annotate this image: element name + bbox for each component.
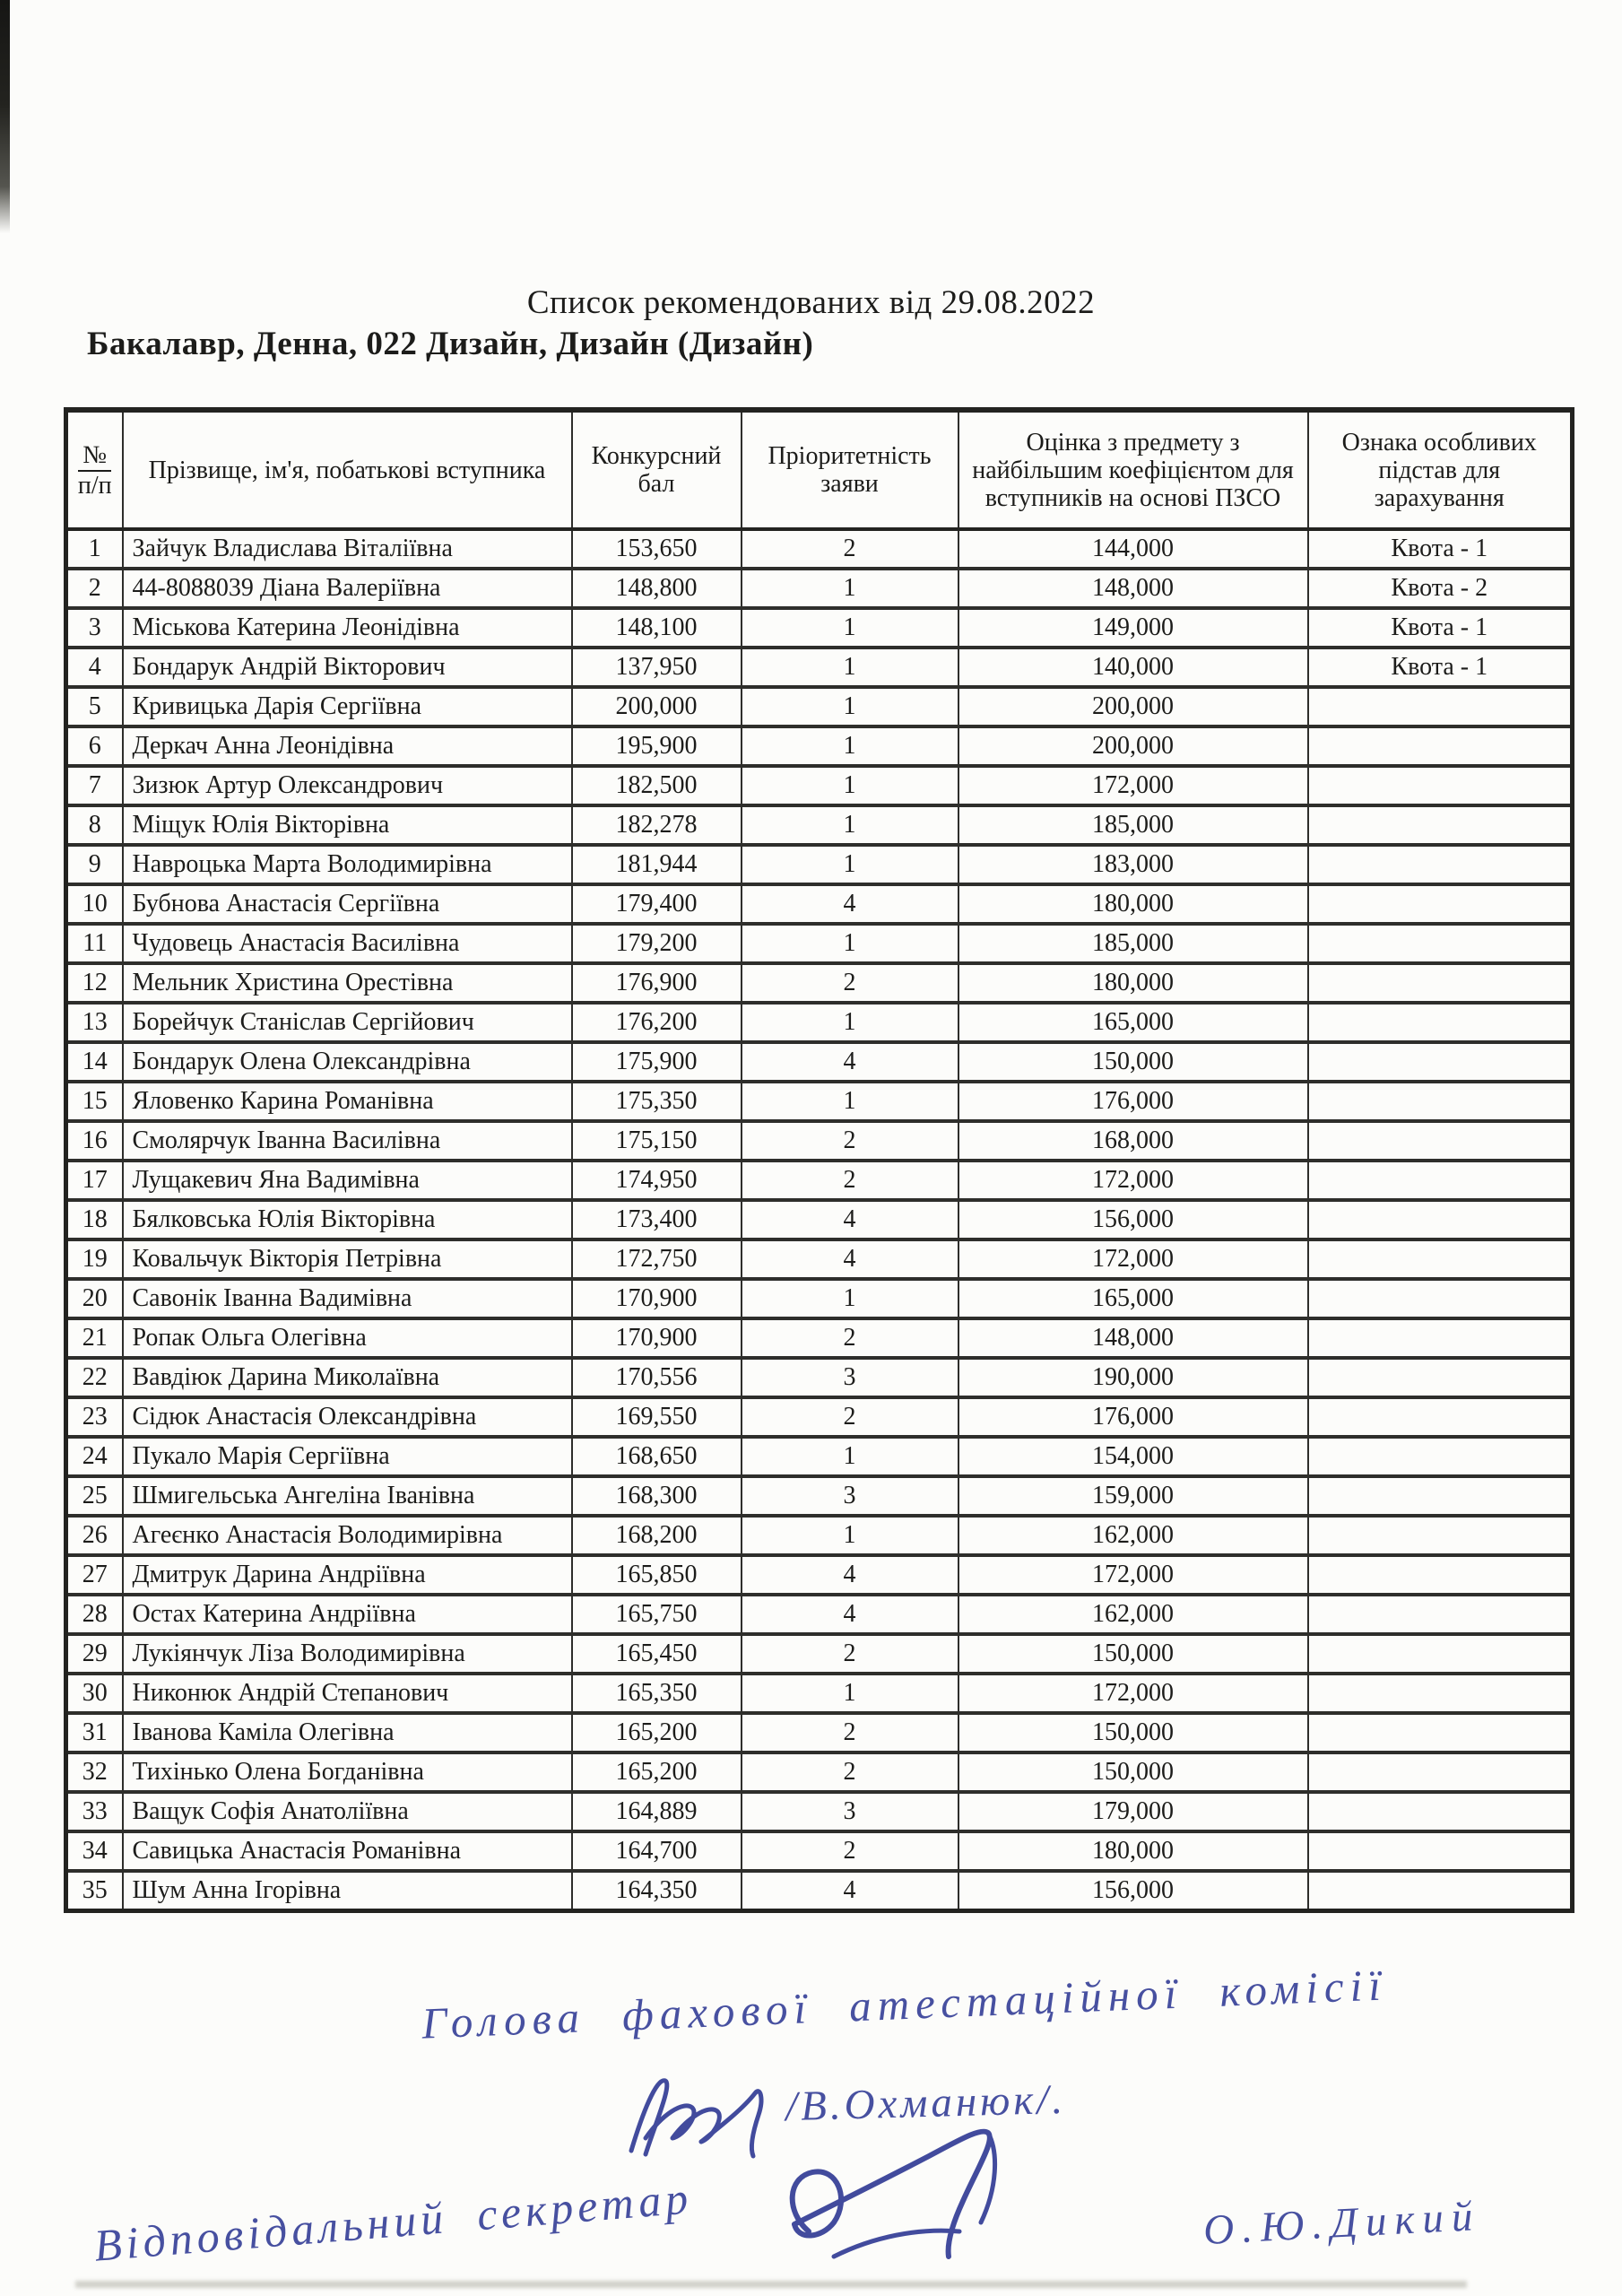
document-title: Список рекомендованих від 29.08.2022 (526, 284, 1096, 321)
entrant-name: Ропак Ольга Олегівна (123, 1318, 572, 1358)
row-number: 18 (66, 1200, 123, 1239)
column-header-competitive-score: Конкурсний бал (572, 410, 742, 529)
entrant-name: Бубнова Анастасія Сергіївна (123, 884, 572, 924)
special-quota (1308, 766, 1573, 805)
subject-grade: 185,000 (958, 805, 1308, 845)
scan-artifact-bottom-edge (75, 2281, 1467, 2288)
special-quota: Квота - 1 (1308, 529, 1573, 569)
subject-grade: 150,000 (958, 1042, 1308, 1082)
application-priority: 2 (742, 1713, 958, 1752)
table-row (66, 1476, 1573, 1516)
special-quota (1308, 1121, 1573, 1161)
entrant-name: Зайчук Владислава Віталіївна (123, 529, 572, 569)
subject-grade: 172,000 (958, 1555, 1308, 1595)
application-priority: 2 (742, 1121, 958, 1161)
competitive-score: 181,944 (572, 845, 742, 884)
table-row (66, 1358, 1573, 1397)
table-row (66, 1318, 1573, 1358)
subject-grade: 180,000 (958, 1831, 1308, 1871)
special-quota (1308, 1831, 1573, 1871)
column-header-special-quota: Ознака особливих підстав для зарахування (1308, 410, 1573, 529)
table-row (66, 1595, 1573, 1634)
subject-grade: 165,000 (958, 1003, 1308, 1042)
subject-grade: 154,000 (958, 1437, 1308, 1476)
subject-grade: 144,000 (958, 529, 1308, 569)
table-row (66, 1003, 1573, 1042)
entrant-name: Шмигельська Ангеліна Іванівна (123, 1476, 572, 1516)
row-number: 23 (66, 1397, 123, 1437)
competitive-score: 170,900 (572, 1279, 742, 1318)
row-number: 21 (66, 1318, 123, 1358)
row-number: 25 (66, 1476, 123, 1516)
subject-grade: 148,000 (958, 569, 1308, 608)
application-priority: 4 (742, 1595, 958, 1634)
row-number: 16 (66, 1121, 123, 1161)
subject-grade: 150,000 (958, 1713, 1308, 1752)
table-row (66, 963, 1573, 1003)
entrant-name: Бялковська Юлія Вікторівна (123, 1200, 572, 1239)
committee-role-handwriting: Голова фахової атестаційної комісії (421, 1960, 1388, 2048)
application-priority: 1 (742, 726, 958, 766)
entrant-name: Міськова Катерина Леонідівна (123, 608, 572, 648)
application-priority: 1 (742, 1082, 958, 1121)
entrant-name: Іванова Каміла Олегівна (123, 1713, 572, 1752)
entrant-name: Яловенко Карина Романівна (123, 1082, 572, 1121)
competitive-score: 168,650 (572, 1437, 742, 1476)
competitive-score: 176,900 (572, 963, 742, 1003)
table-row (66, 1082, 1573, 1121)
application-priority: 4 (742, 884, 958, 924)
row-number: 1 (66, 529, 123, 569)
row-number: 30 (66, 1674, 123, 1713)
competitive-score: 175,150 (572, 1121, 742, 1161)
competitive-score: 148,100 (572, 608, 742, 648)
entrant-name: Сідюк Анастасія Олександрівна (123, 1397, 572, 1437)
special-quota (1308, 963, 1573, 1003)
competitive-score: 173,400 (572, 1200, 742, 1239)
entrant-name: Ковальчук Вікторія Петрівна (123, 1239, 572, 1279)
special-quota (1308, 924, 1573, 963)
table-row (66, 884, 1573, 924)
special-quota (1308, 845, 1573, 884)
application-priority: 3 (742, 1358, 958, 1397)
subject-grade: 179,000 (958, 1792, 1308, 1831)
row-number: 5 (66, 687, 123, 726)
subject-grade: 150,000 (958, 1634, 1308, 1674)
special-quota (1308, 884, 1573, 924)
table-row (66, 569, 1573, 608)
row-number: 19 (66, 1239, 123, 1279)
special-quota (1308, 726, 1573, 766)
special-quota (1308, 1634, 1573, 1674)
row-number: 28 (66, 1595, 123, 1634)
table-row (66, 1674, 1573, 1713)
competitive-score: 164,700 (572, 1831, 742, 1871)
table-row (66, 1161, 1573, 1200)
entrant-name: Тихінько Олена Богданівна (123, 1752, 572, 1792)
subject-grade: 180,000 (958, 963, 1308, 1003)
special-quota (1308, 1516, 1573, 1555)
entrant-name: Чудовець Анастасія Василівна (123, 924, 572, 963)
special-quota (1308, 1003, 1573, 1042)
row-number: 12 (66, 963, 123, 1003)
row-number: 6 (66, 726, 123, 766)
competitive-score: 165,750 (572, 1595, 742, 1634)
competitive-score: 168,300 (572, 1476, 742, 1516)
application-priority: 2 (742, 1397, 958, 1437)
competitive-score: 165,200 (572, 1713, 742, 1752)
row-number: 33 (66, 1792, 123, 1831)
competitive-score: 176,200 (572, 1003, 742, 1042)
table-row (66, 845, 1573, 884)
table-row (66, 1121, 1573, 1161)
table-row (66, 1516, 1573, 1555)
subject-grade: 185,000 (958, 924, 1308, 963)
competitive-score: 195,900 (572, 726, 742, 766)
special-quota (1308, 1595, 1573, 1634)
application-priority: 4 (742, 1042, 958, 1082)
special-quota (1308, 687, 1573, 726)
row-number: 7 (66, 766, 123, 805)
special-quota (1308, 1042, 1573, 1082)
entrant-name: Вавдіюк Дарина Миколаївна (123, 1358, 572, 1397)
entrant-name: Остах Катерина Андріївна (123, 1595, 572, 1634)
row-number: 10 (66, 884, 123, 924)
table-row (66, 805, 1573, 845)
committee-name-handwriting: /В.Охманюк/. (785, 2075, 1067, 2131)
row-number: 22 (66, 1358, 123, 1397)
entrant-name: Навроцька Марта Володимирівна (123, 845, 572, 884)
row-number: 4 (66, 648, 123, 687)
table-row (66, 1397, 1573, 1437)
table-row (66, 1239, 1573, 1279)
special-quota (1308, 805, 1573, 845)
application-priority: 4 (742, 1239, 958, 1279)
row-number: 26 (66, 1516, 123, 1555)
competitive-score: 153,650 (572, 529, 742, 569)
special-quota (1308, 1555, 1573, 1595)
table-row (66, 766, 1573, 805)
application-priority: 1 (742, 1437, 958, 1476)
special-quota (1308, 1082, 1573, 1121)
table-row (66, 648, 1573, 687)
subject-grade: 176,000 (958, 1397, 1308, 1437)
subject-grade: 190,000 (958, 1358, 1308, 1397)
application-priority: 2 (742, 1318, 958, 1358)
special-quota (1308, 1437, 1573, 1476)
entrant-name: Пукало Марія Сергіївна (123, 1437, 572, 1476)
row-number: 34 (66, 1831, 123, 1871)
special-quota (1308, 1200, 1573, 1239)
entrant-name: Дмитрук Дарина Андріївна (123, 1555, 572, 1595)
row-number: 31 (66, 1713, 123, 1752)
special-quota (1308, 1397, 1573, 1437)
application-priority: 1 (742, 608, 958, 648)
table-row (66, 1279, 1573, 1318)
competitive-score: 175,350 (572, 1082, 742, 1121)
competitive-score: 164,350 (572, 1871, 742, 1911)
entrant-name: Агеєнко Анастасія Володимирівна (123, 1516, 572, 1555)
application-priority: 1 (742, 766, 958, 805)
entrant-name: Ващук Софія Анатоліївна (123, 1792, 572, 1831)
special-quota: Квота - 1 (1308, 608, 1573, 648)
application-priority: 4 (742, 1200, 958, 1239)
subject-grade: 159,000 (958, 1476, 1308, 1516)
entrant-name: Кривицька Дарія Сергіївна (123, 687, 572, 726)
table-row (66, 1831, 1573, 1871)
subject-grade: 150,000 (958, 1752, 1308, 1792)
special-quota (1308, 1752, 1573, 1792)
competitive-score: 172,750 (572, 1239, 742, 1279)
competitive-score: 182,278 (572, 805, 742, 845)
entrant-name: Мельник Христина Орестівна (123, 963, 572, 1003)
competitive-score: 165,350 (572, 1674, 742, 1713)
table-row (66, 1792, 1573, 1831)
committee-signature-flourish (619, 2063, 785, 2170)
special-quota: Квота - 2 (1308, 569, 1573, 608)
table-row (66, 1752, 1573, 1792)
entrant-name: Шум Анна Ігорівна (123, 1871, 572, 1911)
subject-grade: 168,000 (958, 1121, 1308, 1161)
special-quota (1308, 1358, 1573, 1397)
column-header-row-number: № п/п (66, 410, 123, 529)
row-number: 15 (66, 1082, 123, 1121)
entrant-name: Міщук Юлія Вікторівна (123, 805, 572, 845)
row-number: 20 (66, 1279, 123, 1318)
row-number: 14 (66, 1042, 123, 1082)
application-priority: 3 (742, 1476, 958, 1516)
entrant-name: Борейчук Станіслав Сергійович (123, 1003, 572, 1042)
special-quota: Квота - 1 (1308, 648, 1573, 687)
subject-grade: 200,000 (958, 726, 1308, 766)
application-priority: 1 (742, 845, 958, 884)
entrant-name: 44-8088039 Діана Валеріївна (123, 569, 572, 608)
competitive-score: 165,850 (572, 1555, 742, 1595)
table-row (66, 1713, 1573, 1752)
application-priority: 2 (742, 1634, 958, 1674)
entrant-name: Зизюк Артур Олександрович (123, 766, 572, 805)
secretary-role-handwriting: Відповідальний секретар (91, 2172, 695, 2271)
row-number: 32 (66, 1752, 123, 1792)
competitive-score: 175,900 (572, 1042, 742, 1082)
special-quota (1308, 1792, 1573, 1831)
row-number: 9 (66, 845, 123, 884)
secretary-name-handwriting: О.Ю.Дикий (1201, 2192, 1482, 2255)
entrant-name: Никонюк Андрій Степанович (123, 1674, 572, 1713)
special-quota (1308, 1279, 1573, 1318)
competitive-score: 148,800 (572, 569, 742, 608)
secretary-signature (768, 2122, 1072, 2276)
application-priority: 3 (742, 1792, 958, 1831)
row-number: 11 (66, 924, 123, 963)
subject-grade: 172,000 (958, 1674, 1308, 1713)
subject-grade: 172,000 (958, 1239, 1308, 1279)
table-row (66, 1042, 1573, 1082)
table-row (66, 1200, 1573, 1239)
subject-grade: 156,000 (958, 1200, 1308, 1239)
subject-grade: 162,000 (958, 1595, 1308, 1634)
application-priority: 2 (742, 1831, 958, 1871)
application-priority: 2 (742, 529, 958, 569)
special-quota (1308, 1674, 1573, 1713)
row-number: 3 (66, 608, 123, 648)
table-row (66, 608, 1573, 648)
special-quota (1308, 1871, 1573, 1911)
table-row (66, 924, 1573, 963)
special-quota (1308, 1318, 1573, 1358)
table-row (66, 1555, 1573, 1595)
entrant-name: Лукіянчук Ліза Володимирівна (123, 1634, 572, 1674)
competitive-score: 182,500 (572, 766, 742, 805)
subject-grade: 200,000 (958, 687, 1308, 726)
subject-grade: 183,000 (958, 845, 1308, 884)
application-priority: 4 (742, 1555, 958, 1595)
subject-grade: 140,000 (958, 648, 1308, 687)
subject-grade: 172,000 (958, 766, 1308, 805)
special-quota (1308, 1161, 1573, 1200)
competitive-score: 169,550 (572, 1397, 742, 1437)
competitive-score: 200,000 (572, 687, 742, 726)
competitive-score: 170,556 (572, 1358, 742, 1397)
special-quota (1308, 1476, 1573, 1516)
subject-grade: 148,000 (958, 1318, 1308, 1358)
application-priority: 4 (742, 1871, 958, 1911)
subject-grade: 162,000 (958, 1516, 1308, 1555)
competitive-score: 165,450 (572, 1634, 742, 1674)
table-row (66, 726, 1573, 766)
application-priority: 2 (742, 963, 958, 1003)
row-number: 35 (66, 1871, 123, 1911)
application-priority: 2 (742, 1752, 958, 1792)
competitive-score: 164,889 (572, 1792, 742, 1831)
row-number: 29 (66, 1634, 123, 1674)
application-priority: 1 (742, 1279, 958, 1318)
competitive-score: 179,400 (572, 884, 742, 924)
row-number: 27 (66, 1555, 123, 1595)
subject-grade: 180,000 (958, 884, 1308, 924)
entrant-name: Бондарук Андрій Вікторович (123, 648, 572, 687)
application-priority: 1 (742, 1003, 958, 1042)
table-row (66, 1634, 1573, 1674)
entrant-name: Смолярчук Іванна Василівна (123, 1121, 572, 1161)
entrant-name: Бондарук Олена Олександрівна (123, 1042, 572, 1082)
subject-grade: 172,000 (958, 1161, 1308, 1200)
row-number: 13 (66, 1003, 123, 1042)
competitive-score: 170,900 (572, 1318, 742, 1358)
entrant-name: Лущакевич Яна Вадимівна (123, 1161, 572, 1200)
application-priority: 2 (742, 1161, 958, 1200)
special-quota (1308, 1239, 1573, 1279)
table-body (66, 529, 1573, 1911)
row-number: 17 (66, 1161, 123, 1200)
row-number: 2 (66, 569, 123, 608)
table-row (66, 1871, 1573, 1911)
competitive-score: 174,950 (572, 1161, 742, 1200)
application-priority: 1 (742, 569, 958, 608)
application-priority: 1 (742, 805, 958, 845)
subject-grade: 156,000 (958, 1871, 1308, 1911)
scan-artifact-left-edge (0, 0, 10, 233)
competitive-score: 165,200 (572, 1752, 742, 1792)
competitive-score: 168,200 (572, 1516, 742, 1555)
competitive-score: 137,950 (572, 648, 742, 687)
row-number: 24 (66, 1437, 123, 1476)
subject-grade: 149,000 (958, 608, 1308, 648)
document-subtitle: Бакалавр, Денна, 022 Дизайн, Дизайн (Дизайн) (87, 326, 814, 362)
recommended-list-table (64, 407, 1574, 1913)
table-row (66, 687, 1573, 726)
column-header-entrant-name: Прізвище, ім'я, побатькові вступника (123, 410, 572, 529)
row-number: 8 (66, 805, 123, 845)
entrant-name: Савицька Анастасія Романівна (123, 1831, 572, 1871)
special-quota (1308, 1713, 1573, 1752)
application-priority: 1 (742, 924, 958, 963)
column-header-application-priority: Пріоритетність заяви (742, 410, 958, 529)
application-priority: 1 (742, 1516, 958, 1555)
subject-grade: 165,000 (958, 1279, 1308, 1318)
table-row (66, 1437, 1573, 1476)
table-header-row (66, 410, 1573, 529)
application-priority: 1 (742, 648, 958, 687)
column-header-subject-grade: Оцінка з предмету з найбільшим коефіцієнтом для вступників на основі ПЗСО (958, 410, 1308, 529)
application-priority: 1 (742, 1674, 958, 1713)
subject-grade: 176,000 (958, 1082, 1308, 1121)
competitive-score: 179,200 (572, 924, 742, 963)
table-row (66, 529, 1573, 569)
entrant-name: Савонік Іванна Вадимівна (123, 1279, 572, 1318)
entrant-name: Деркач Анна Леонідівна (123, 726, 572, 766)
application-priority: 1 (742, 687, 958, 726)
